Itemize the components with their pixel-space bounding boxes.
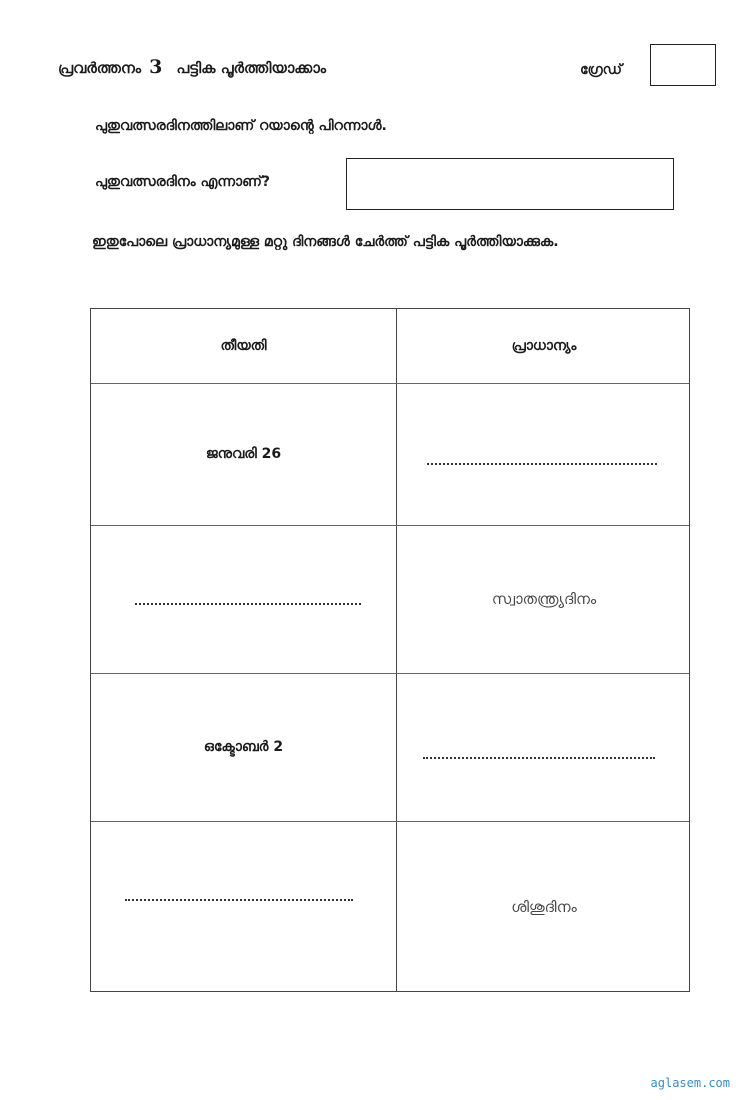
grade-box[interactable]: [650, 44, 716, 86]
watermark: aglasem.com: [650, 1076, 730, 1090]
header-date: തീയതി: [220, 338, 267, 354]
row3-date: ഒക്ടോബർ 2: [203, 739, 284, 755]
grade-label: ഗ്രേഡ്: [580, 62, 622, 78]
activity-number: 3: [149, 56, 163, 78]
dates-table: [90, 308, 690, 992]
question-label: പുതുവത്സരദിനം എന്നാണ്?: [95, 174, 271, 190]
activity-title: പട്ടിക പൂർത്തിയാക്കാം: [176, 59, 327, 77]
birthday-sentence: പുതുവത്സരദിനത്തിലാണ് റയാന്റെ പിറന്നാൾ.: [95, 118, 387, 134]
row4-date-blank[interactable]: [125, 899, 353, 901]
row1-date: ജനുവരി 26: [205, 446, 282, 462]
answer-box[interactable]: [346, 158, 674, 210]
row2-date-blank[interactable]: [135, 603, 361, 605]
header-importance: പ്രാധാന്യം: [511, 338, 577, 354]
instruction-text: ഇതുപോലെ പ്രാധാന്യമുള്ള മറ്റു ദിനങ്ങൾ ചേർത്ത് പട്ടിക പൂർത്തിയാക്കുക.: [92, 234, 559, 250]
activity-label: പ്രവർത്തനം: [58, 59, 142, 77]
row2-importance: സ്വാതന്ത്ര്യദിനം: [491, 590, 597, 608]
activity-heading: [58, 56, 326, 78]
row3-importance-blank[interactable]: [423, 757, 655, 759]
row4-importance: ശിശുദിനം: [511, 898, 577, 916]
row1-importance-blank[interactable]: [427, 463, 657, 465]
